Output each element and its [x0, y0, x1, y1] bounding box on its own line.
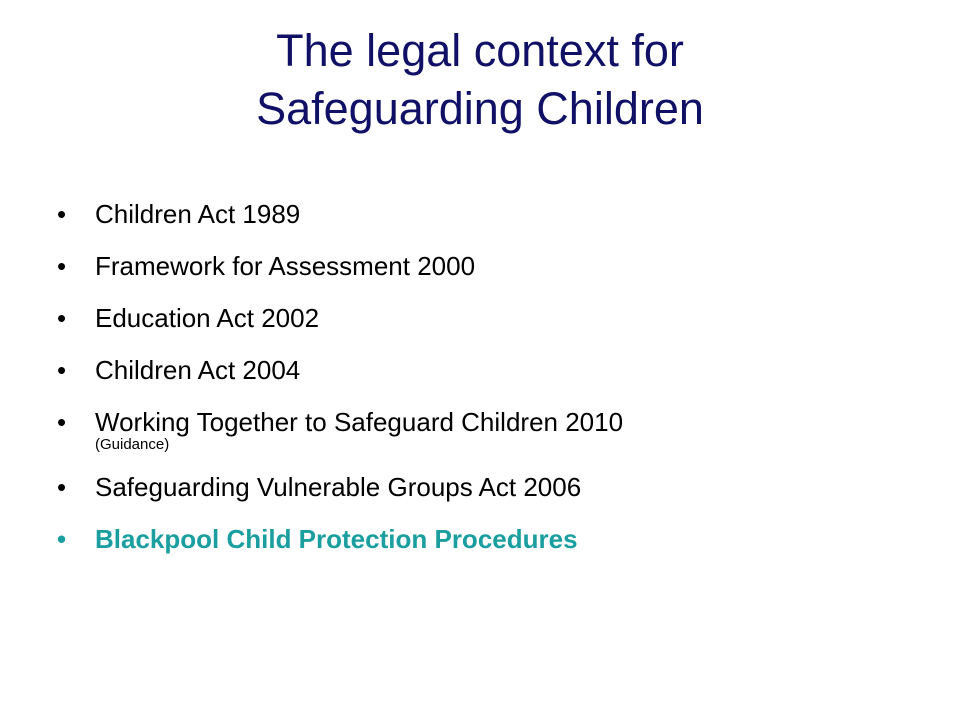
bullet-item-children-act-2004 [57, 354, 937, 386]
bullet-dot-icon: • [57, 199, 67, 229]
bullet-subnote: (Guidance) [95, 436, 170, 453]
bullet-dot-icon: • [57, 407, 67, 437]
slide-title-line-1: The legal context for [276, 25, 684, 76]
bullet-item-children-act-1989 [57, 198, 937, 230]
slide-title-line-2: Safeguarding Children [256, 83, 704, 134]
bullet-dot-icon: • [57, 472, 67, 502]
bullet-text: Safeguarding Vulnerable Groups Act 2006 [95, 472, 582, 502]
bullet-text: Blackpool Child Protection Procedures [95, 524, 578, 554]
bullet-dot-icon: • [57, 251, 67, 281]
bullet-item-blackpool-procedures [57, 523, 937, 555]
bullet-item-education-act-2002 [57, 302, 937, 334]
bullet-dot-icon: • [57, 355, 67, 385]
bullet-text: Children Act 1989 [95, 199, 301, 229]
bullet-text: Children Act 2004 [95, 355, 301, 385]
bullet-list [57, 198, 937, 575]
bullet-dot-icon: • [57, 303, 67, 333]
slide-title [0, 22, 960, 138]
bullet-item-framework-assessment-2000 [57, 250, 937, 282]
bullet-item-working-together-2010 [57, 406, 937, 453]
bullet-item-safeguarding-vulnerable-groups-2006 [57, 471, 937, 503]
bullet-text: Framework for Assessment 2000 [95, 251, 476, 281]
bullet-text: Education Act 2002 [95, 303, 320, 333]
bullet-text: Working Together to Safeguard Children 2010 [95, 407, 624, 437]
bullet-dot-icon: • [57, 524, 67, 554]
